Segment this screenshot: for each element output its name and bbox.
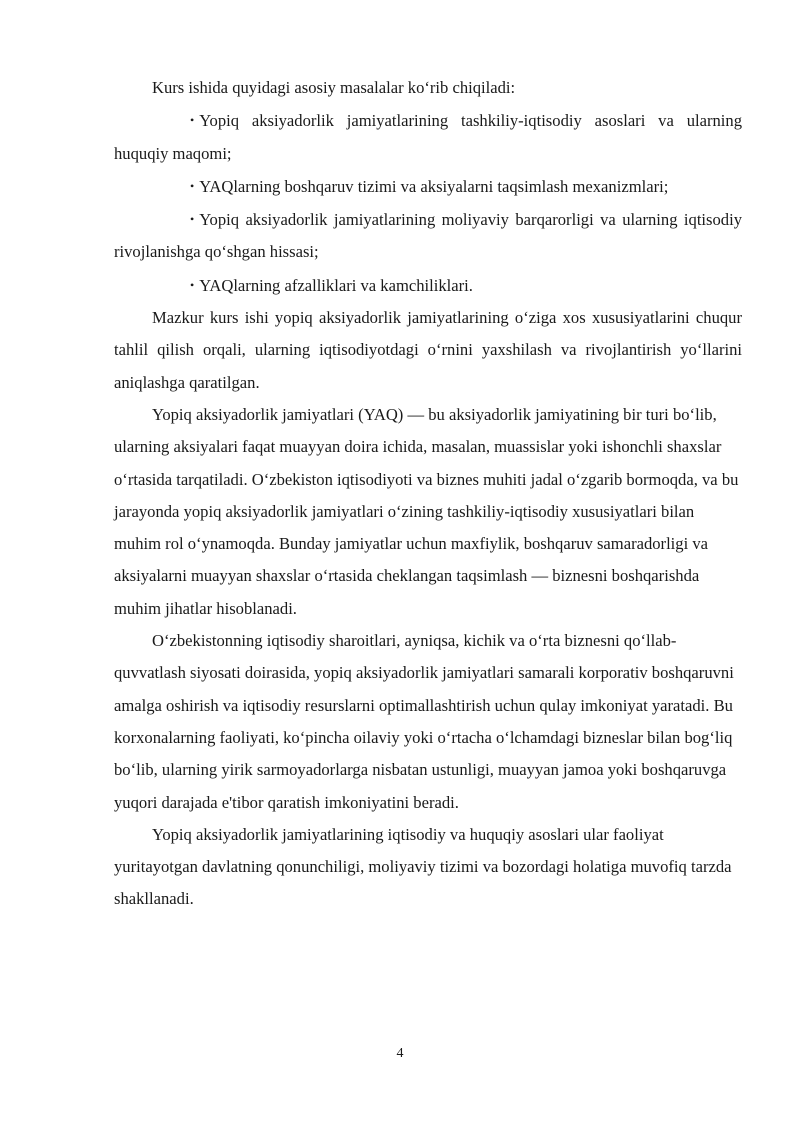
body-paragraph: O‘zbekistonning iqtisodiy sharoitlari, ayniqsa, kichik va o‘rta biznesni qo‘llab-quvvatlash siyosati doirasida, yopiq aksiyadorlik jamiyatlari samarali korporativ boshqaruvni amalga oshirish va iqtisodiy resurslarni optimallashtirish uchun qulay imkoniyat yaratadi. Bu korxonalarning faoliyati, ko‘pincha oilaviy yoki o‘rtacha o‘lchamdagi bizneslar bilan bog‘liq bo‘lib, ularning yirik sarmoyadorlarga nisbatan ustunligi, muayyan jamoa yoki boshqaruvga yuqori darajada e'tibor qaratish imkoniyatini beradi.	[114, 631, 734, 812]
body-paragraph: Mazkur kurs ishi yopiq aksiyadorlik jamiyatlarining o‘ziga xos xususiyatlarini chuqur tahlil qilish orqali, ularning iqtisodiyotdagi o‘rnini yaxshilash va rivojlantirish yo‘llarini aniqlashga qaratilgan.	[114, 308, 742, 392]
bullet-text: Yopiq aksiyadorlik jamiyatlarining tashkiliy-iqtisodiy asoslari va ularning huquqiy maqomi;	[114, 111, 742, 163]
bullet-text: YAQlarning afzalliklari va kamchiliklari.	[199, 275, 473, 295]
body-paragraph: Yopiq aksiyadorlik jamiyatlarining iqtisodiy va huquqiy asoslari ular faoliyat yuritayotgan davlatning qonunchiligi, moliyaviy tizimi va bozordagi holatiga muvofiq tarzda shakllanadi.	[114, 824, 732, 909]
bullet-item	[114, 203, 742, 269]
bullet-icon: •	[190, 113, 195, 128]
bullet-item	[114, 269, 742, 302]
bullet-icon: •	[190, 277, 195, 292]
bullet-icon: •	[190, 178, 195, 193]
document-body	[114, 72, 742, 916]
bullet-icon: •	[190, 212, 195, 227]
bullet-text: Yopiq aksiyadorlik jamiyatlarining moliyaviy barqarorligi va ularning iqtisodiy rivojlanishga qo‘shgan hissasi;	[114, 210, 742, 262]
page-number: 4	[396, 1046, 404, 1061]
body-paragraph: Yopiq aksiyadorlik jamiyatlari (YAQ) — bu aksiyadorlik jamiyatining bir turi bo‘lib, ularning aksiyalari faqat muayyan doira ichida, masalan, muassislar yoki ishonchli shaxslar o‘rtasida tarqatiladi. O‘zbekiston iqtisodiyoti va biznes muhiti jadal o‘zgarib bormoqda, va bu jarayonda yopiq aksiyadorlik jamiyatlari o‘zining tashkiliy-iqtisodiy xususiyatlari bilan muhim rol o‘ynamoqda. Bunday jamiyatlar uchun maxfiylik, boshqaruv samaradorligi va aksiyalarni muayyan shaxslar o‘rtasida cheklangan taqsimlash — biznesni boshqarishda muhim jihatlar hisoblanadi.	[114, 404, 739, 618]
bullet-text: YAQlarning boshqaruv tizimi va aksiyalarni taqsimlash mexanizmlari;	[199, 176, 669, 196]
bullet-item	[114, 104, 742, 170]
bullet-item	[114, 170, 742, 203]
intro-paragraph: Kurs ishida quyidagi asosiy masalalar ko‘rib chiqiladi:	[152, 78, 516, 97]
